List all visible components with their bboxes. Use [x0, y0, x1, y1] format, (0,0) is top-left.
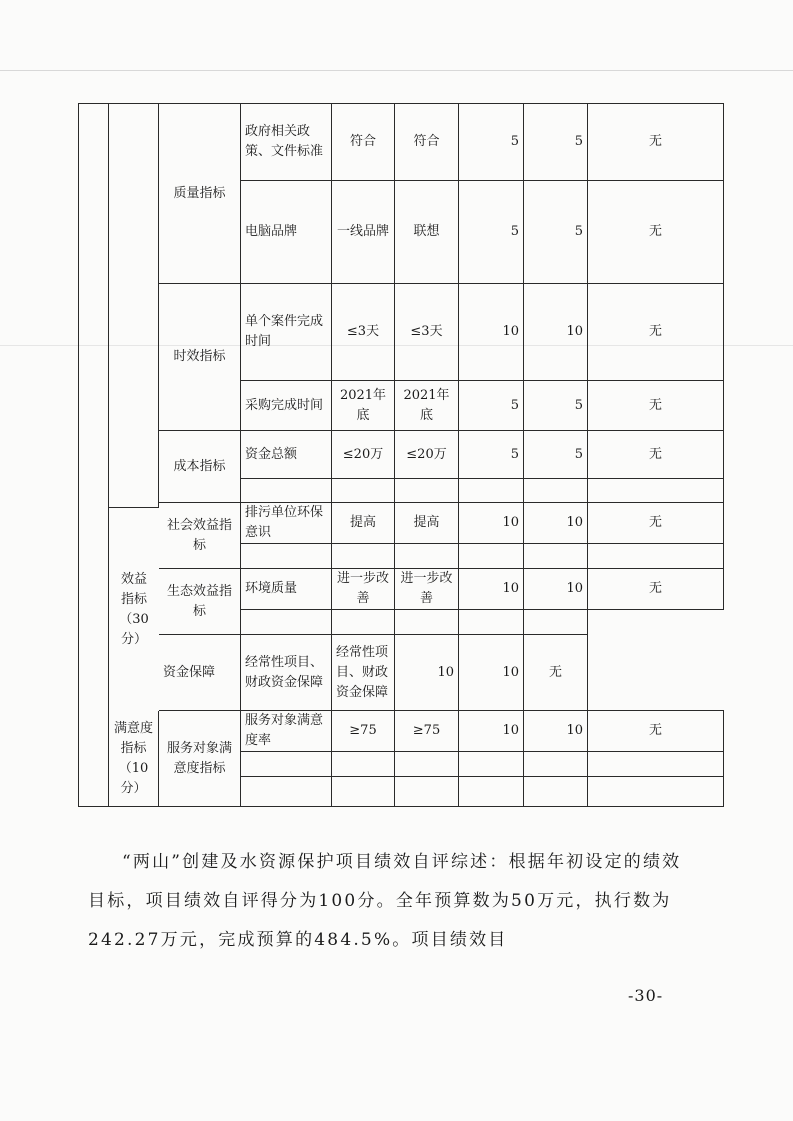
- weight-cell: 10: [395, 635, 459, 711]
- weight-cell: 5: [459, 431, 524, 479]
- group-satisfaction: 满意度指标（10分）: [109, 711, 159, 807]
- category-ecological: 生态效益指标: [159, 569, 241, 635]
- group-benefit: [109, 507, 159, 711]
- score-cell: 5: [524, 104, 588, 181]
- note-cell: 无: [588, 569, 724, 610]
- actual-cell: ≥75: [395, 711, 459, 752]
- group-benefit-label: 效益指标（30分）: [119, 571, 149, 647]
- weight-cell: 5: [459, 104, 524, 181]
- indicator-cell: 资金总额: [241, 431, 332, 479]
- table-row: [79, 284, 724, 381]
- score-cell: 10: [524, 569, 588, 610]
- scan-shadow-line: [0, 70, 793, 71]
- actual-cell: 进一步改善: [395, 569, 459, 610]
- indicator-cell: 政府相关政策、文件标准: [241, 104, 332, 181]
- note-cell: 无: [588, 503, 724, 544]
- actual-cell: 符合: [395, 104, 459, 181]
- note-cell: 无: [588, 284, 724, 381]
- score-cell: 5: [524, 431, 588, 479]
- score-cell: 10: [524, 711, 588, 752]
- category-quality: 质量指标: [159, 104, 241, 284]
- note-cell: 无: [588, 181, 724, 284]
- table-row: [79, 431, 724, 479]
- score-cell: 5: [524, 381, 588, 431]
- page-number: -30-: [628, 986, 664, 1005]
- note-cell: 无: [588, 711, 724, 752]
- table-row: [79, 635, 724, 711]
- table-row: [79, 711, 724, 752]
- target-cell: 一线品牌: [332, 181, 395, 284]
- indicator-cell: 电脑品牌: [241, 181, 332, 284]
- indicator-cell: 环境质量: [241, 569, 332, 610]
- actual-cell: ≤3天: [395, 284, 459, 381]
- table-row: [79, 569, 724, 610]
- category-service: 服务对象满意度指标: [159, 711, 241, 807]
- target-cell: ≤20万: [332, 431, 395, 479]
- weight-cell: 10: [459, 503, 524, 544]
- note-cell: 无: [588, 104, 724, 181]
- weight-cell: 10: [459, 569, 524, 610]
- weight-cell: 10: [459, 284, 524, 381]
- level1-cell: [79, 104, 109, 807]
- indicator-cell: 资金保障: [159, 635, 241, 711]
- indicator-cell: 排污单位环保意识: [241, 503, 332, 544]
- target-cell: 经常性项目、财政资金保障: [241, 635, 332, 711]
- performance-indicator-table: [78, 103, 724, 807]
- table-row: [79, 503, 724, 544]
- category-social: 社会效益指标: [159, 503, 241, 569]
- target-cell: 2021年底: [332, 381, 395, 431]
- actual-cell: 提高: [395, 503, 459, 544]
- target-cell: 符合: [332, 104, 395, 181]
- target-cell: 进一步改善: [332, 569, 395, 610]
- weight-cell: 5: [459, 181, 524, 284]
- note-cell: 无: [524, 635, 588, 711]
- score-cell: 10: [524, 284, 588, 381]
- category-timeliness: 时效指标: [159, 284, 241, 431]
- score-cell: 10: [524, 503, 588, 544]
- summary-paragraph: “两山”创建及水资源保护项目绩效自评综述：根据年初设定的绩效目标，项目绩效自评得分为100分。全年预算数为50万元，执行数为242.27万元，完成预算的484.5%。项目绩效目: [88, 852, 682, 950]
- target-cell: 提高: [332, 503, 395, 544]
- actual-cell: 联想: [395, 181, 459, 284]
- weight-cell: 10: [459, 711, 524, 752]
- indicator-cell: 服务对象满意度率: [241, 711, 332, 752]
- actual-cell: 2021年底: [395, 381, 459, 431]
- category-cost: 成本指标: [159, 431, 241, 503]
- target-cell: ≤3天: [332, 284, 395, 381]
- target-cell: ≥75: [332, 711, 395, 752]
- actual-cell: 经常性项目、财政资金保障: [332, 635, 395, 711]
- score-cell: 10: [459, 635, 524, 711]
- table-row: [79, 104, 724, 181]
- indicator-cell: 采购完成时间: [241, 381, 332, 431]
- indicator-cell: 单个案件完成时间: [241, 284, 332, 381]
- note-cell: 无: [588, 431, 724, 479]
- note-cell: 无: [588, 381, 724, 431]
- actual-cell: ≤20万: [395, 431, 459, 479]
- score-cell: 5: [524, 181, 588, 284]
- weight-cell: 5: [459, 381, 524, 431]
